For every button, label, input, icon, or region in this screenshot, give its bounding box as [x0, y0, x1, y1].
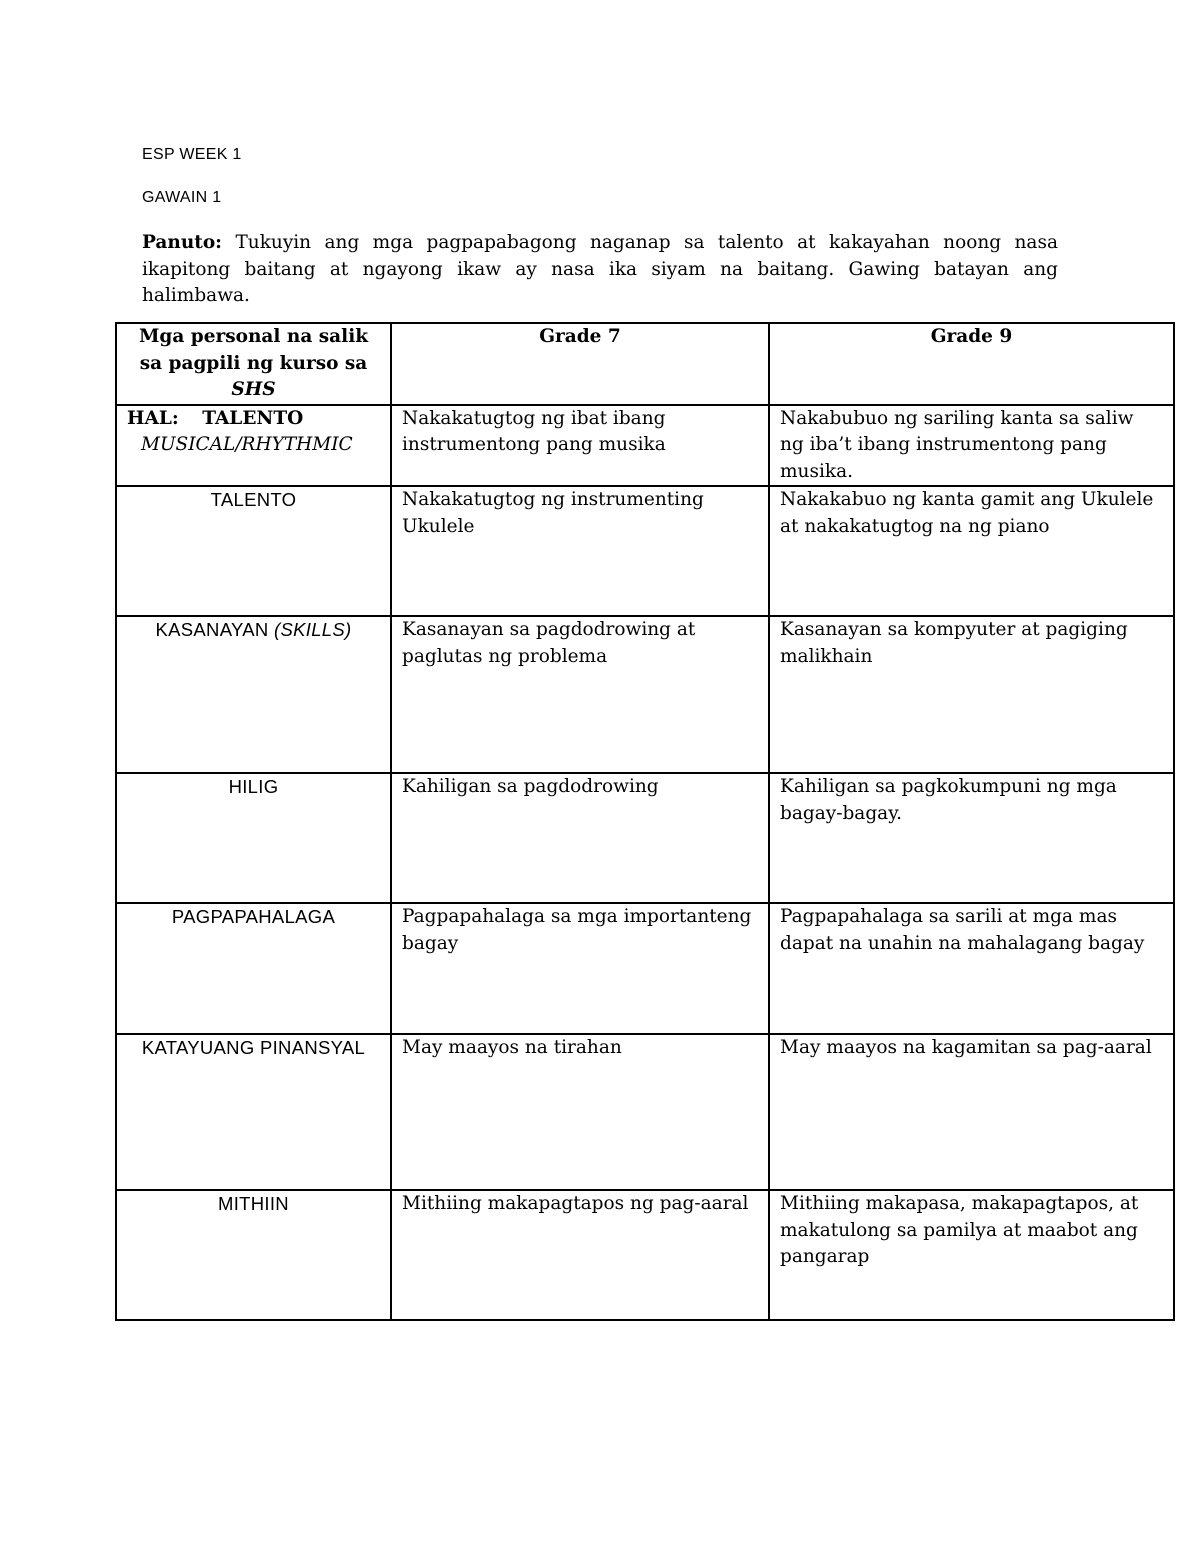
- row-label: MITHIIN: [116, 1190, 391, 1320]
- table-row: [116, 1034, 1174, 1190]
- grade7-cell: Mithiing makapagtapos ng pag-aaral: [391, 1190, 769, 1320]
- grade9-cell: Kasanayan sa kompyuter at pagiging malikhain: [769, 616, 1174, 773]
- grade7-cell: May maayos na tirahan: [391, 1034, 769, 1190]
- example-category: MUSICAL/RHYTHMIC: [141, 434, 353, 455]
- table-row: [116, 773, 1174, 903]
- factor-header-suffix: SHS: [231, 379, 276, 400]
- table-row: [116, 903, 1174, 1034]
- row-label: TALENTO: [116, 486, 391, 616]
- worksheet-table: [115, 322, 1175, 1321]
- example-grade9-cell: Nakabubuo ng sariling kanta sa saliw ng iba’t ibang instrumentong pang musika.: [769, 405, 1174, 487]
- grade9-column-header: Grade 9: [769, 323, 1174, 405]
- row-label: HILIG: [116, 773, 391, 903]
- grade9-cell: Pagpapahalaga sa sarili at mga mas dapat na unahin na mahalagang bagay: [769, 903, 1174, 1034]
- row-label-text: KASANAYAN: [155, 619, 269, 640]
- table-row: [116, 1190, 1174, 1320]
- instructions-label: Panuto:: [142, 232, 223, 253]
- instructions-text: Tukuyin ang mga pagpapabagong naganap sa talento at kakayahan noong nasa ikapitong baitang at ngayong ikaw ay nasa ika siyam na baitang. Gawing batayan ang halimbawa.: [142, 232, 1058, 306]
- grade7-cell: Kasanayan sa pagdodrowing at paglutas ng problema: [391, 616, 769, 773]
- row-label: PAGPAPAHALAGA: [116, 903, 391, 1034]
- grade9-cell: Nakakabuo ng kanta gamit ang Ukulele at nakakatugtog na ng piano: [769, 486, 1174, 616]
- grade7-cell: Nakakatugtog ng instrumenting Ukulele: [391, 486, 769, 616]
- grade7-cell: Pagpapahalaga sa mga importanteng bagay: [391, 903, 769, 1034]
- grade9-cell: Mithiing makapasa, makapagtapos, at makatulong sa pamilya at maabot ang pangarap: [769, 1190, 1174, 1320]
- table-row: [116, 486, 1174, 616]
- grade7-cell: Kahiligan sa pagdodrowing: [391, 773, 769, 903]
- grade9-cell: May maayos na kagamitan sa pag-aaral: [769, 1034, 1174, 1190]
- activity-title: GAWAIN 1: [142, 189, 222, 206]
- row-label-suffix: (SKILLS): [274, 619, 352, 640]
- example-row: [116, 405, 1174, 487]
- week-title: ESP WEEK 1: [142, 146, 242, 163]
- factor-column-header: [116, 323, 391, 405]
- grade9-cell: Kahiligan sa pagkokumpuni ng mga bagay-bagay.: [769, 773, 1174, 903]
- table-header-row: [116, 323, 1174, 405]
- grade7-column-header: Grade 7: [391, 323, 769, 405]
- example-prefix: HAL:: [127, 407, 179, 429]
- example-label-cell: [116, 405, 391, 487]
- row-label: [116, 616, 391, 773]
- factor-header-text: Mga personal na salik sa pagpili ng kurso sa: [138, 326, 369, 374]
- example-grade7-cell: Nakakatugtog ng ibat ibang instrumentong pang musika: [391, 405, 769, 487]
- table-row: [116, 616, 1174, 773]
- instructions: [142, 230, 1058, 310]
- row-label: KATAYUANG PINANSYAL: [116, 1034, 391, 1190]
- example-label: TALENTO: [202, 407, 304, 429]
